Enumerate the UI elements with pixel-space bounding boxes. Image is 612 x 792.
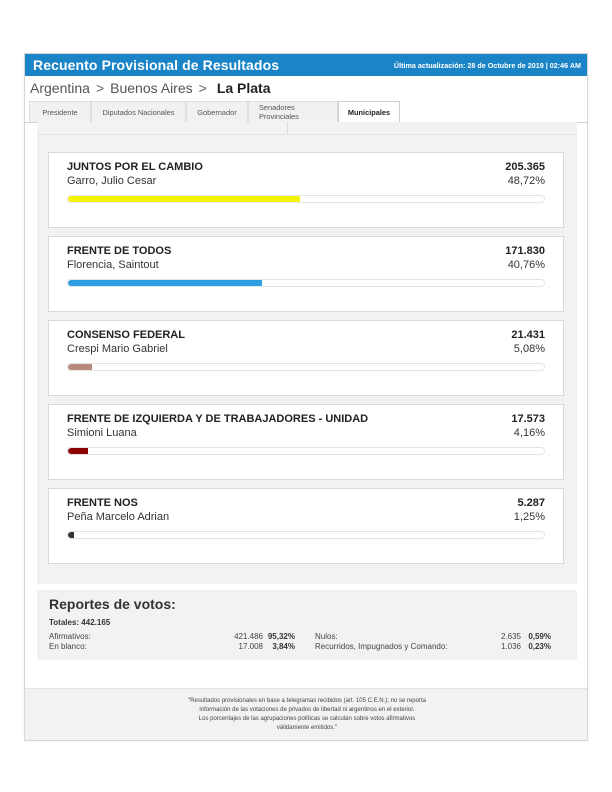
vote-percent: 1,25% bbox=[513, 511, 545, 523]
progress-fill bbox=[68, 280, 262, 286]
party-name: CONSENSO FEDERAL bbox=[67, 329, 185, 341]
disclaimer-line: "Resultados provisionales en base a telegramas recibidos (art. 105 C.E.N.); no se reporta bbox=[188, 698, 426, 704]
progress-fill bbox=[68, 364, 92, 370]
vote-reports bbox=[37, 590, 577, 660]
breadcrumb-separator: > bbox=[95, 80, 105, 96]
afirmativos-value: 421.486 bbox=[234, 632, 263, 641]
vote-count: 5.287 bbox=[517, 497, 545, 509]
vote-percent: 4,16% bbox=[513, 427, 545, 439]
tab-municipales[interactable]: Municipales bbox=[338, 101, 400, 123]
disclaimer-line: información de las votaciones de privados de libertad ni argentinos en el exterior. bbox=[199, 707, 415, 713]
last-updated: Última actualización: 28 de Octubre de 2019 | 02:46 AM bbox=[393, 60, 581, 70]
breadcrumb bbox=[25, 76, 587, 100]
party-name: FRENTE DE TODOS bbox=[67, 245, 172, 257]
disclaimer-line: válidamente emitidos." bbox=[276, 725, 338, 731]
tab-diputados-nacionales[interactable]: Diputados Nacionales bbox=[91, 101, 186, 122]
candidate-name: Garro, Julio Cesar bbox=[67, 175, 157, 187]
party-name: FRENTE NOS bbox=[67, 497, 138, 509]
candidate-name: Crespi Mario Gabriel bbox=[67, 343, 168, 355]
election-tabs bbox=[25, 100, 587, 123]
vote-count: 171.830 bbox=[505, 245, 545, 257]
breadcrumb-province[interactable]: Buenos Aires bbox=[110, 80, 193, 96]
progress-track bbox=[67, 195, 545, 203]
results-window bbox=[24, 53, 588, 741]
result-card bbox=[48, 404, 564, 480]
blanco-percent: 3,84% bbox=[272, 642, 295, 651]
candidate-name: Simioni Luana bbox=[67, 427, 137, 439]
tab-gobernador[interactable]: Gobernador bbox=[186, 101, 248, 122]
reports-title: Reportes de votos: bbox=[49, 596, 176, 612]
vote-percent: 48,72% bbox=[507, 175, 545, 187]
party-name: FRENTE DE IZQUIERDA Y DE TRABAJADORES - UNIDAD bbox=[67, 413, 369, 425]
tab-presidente[interactable]: Presidente bbox=[29, 101, 91, 122]
vote-count: 17.573 bbox=[511, 413, 545, 425]
nulos-percent: 0,59% bbox=[528, 632, 551, 641]
tab-senadores-provinciales[interactable]: Senadores Provinciales bbox=[248, 101, 338, 122]
blanco-value: 17.008 bbox=[238, 642, 263, 651]
nulos-label: Nulos: bbox=[315, 632, 338, 641]
result-card bbox=[48, 320, 564, 396]
recurridos-value: 1.036 bbox=[500, 642, 521, 651]
reports-totals: Totales: 442.165 bbox=[49, 618, 111, 627]
panel-header-strip bbox=[37, 122, 577, 135]
progress-fill bbox=[68, 448, 88, 454]
page-title: Recuento Provisional de Resultados bbox=[33, 57, 280, 73]
progress-track bbox=[67, 279, 545, 287]
party-name: JUNTOS POR EL CAMBIO bbox=[67, 161, 203, 173]
vote-percent: 5,08% bbox=[513, 343, 545, 355]
result-card bbox=[48, 152, 564, 228]
disclaimer-line: Los porcentajes de las agrupaciones políticas se calculan sobre votos afirmativos bbox=[198, 716, 416, 722]
result-card bbox=[48, 236, 564, 312]
recurridos-percent: 0,23% bbox=[528, 642, 551, 651]
progress-fill bbox=[68, 532, 74, 538]
candidate-name: Florencia, Saintout bbox=[67, 259, 159, 271]
breadcrumb-district: La Plata bbox=[216, 80, 271, 96]
breadcrumb-country[interactable]: Argentina bbox=[30, 80, 90, 96]
candidate-name: Peña Marcelo Adrian bbox=[67, 511, 170, 523]
progress-track bbox=[67, 363, 545, 371]
header-bar bbox=[25, 54, 587, 76]
disclaimer-footer bbox=[25, 688, 588, 741]
vote-count: 21.431 bbox=[511, 329, 545, 341]
progress-fill bbox=[68, 196, 300, 202]
nulos-value: 2.635 bbox=[500, 632, 521, 641]
result-card bbox=[48, 488, 564, 564]
results-panel bbox=[37, 122, 577, 584]
recurridos-label: Recurridos, Impugnados y Comando: bbox=[315, 642, 448, 651]
afirmativos-label: Afirmativos: bbox=[49, 632, 91, 641]
vote-percent: 40,76% bbox=[507, 259, 545, 271]
breadcrumb-separator: > bbox=[198, 80, 207, 96]
progress-track bbox=[67, 447, 545, 455]
vote-count: 205.365 bbox=[505, 161, 545, 173]
afirmativos-percent: 95,32% bbox=[267, 632, 295, 641]
progress-track bbox=[67, 531, 545, 539]
blanco-label: En blanco: bbox=[49, 642, 87, 651]
